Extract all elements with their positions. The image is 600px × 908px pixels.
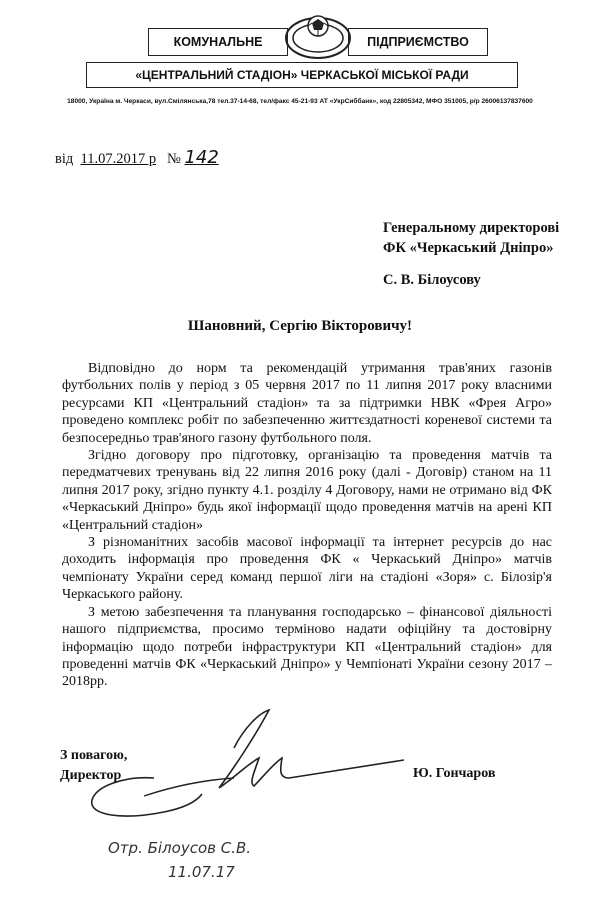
date-from-label: від xyxy=(55,151,74,167)
address-line: 18000, Україна м. Черкаси, вул.Смілянська,78 тел.37-14-68, тел/факс 45-21-93 АТ «УкрСиббанк», код 22805342, МФО 351005, р/р 26006137837600 xyxy=(67,98,533,105)
recipient-position: Генеральному директорові xyxy=(383,220,560,236)
letter-number: 142 xyxy=(184,147,219,168)
recipient-name: С. В. Білоусову xyxy=(383,272,481,288)
stadium-logo-icon xyxy=(284,8,352,62)
body-paragraph: Відповідно до норм та рекомендацій утримання трав'яних газонів футбольних полів у період з 05 червня 2017 по 11 липня 2017 року власними ресурсами КП «Центральний стадіон» та за підтримки НВК «Фрея Агро» проведено комплекс робіт по забезпеченню життєздатності кореневої системи та безпосередньо трав'яного газону футбольного поля. xyxy=(62,361,552,446)
body-paragraph: З різноманітних засобів масової інформації та інтернет ресурсів до нас доходить інформація про проведення ФК « Черкаський Дніпро» матчів чемпіонату України серед команд першої ліги на стадіоні «Зоря» с. Білозір'я Черкаського району. xyxy=(62,535,552,603)
signer-position: Директор xyxy=(60,768,122,783)
salutation: Шановний, Сергію Вікторовичу! xyxy=(187,318,413,334)
signer-name: Ю. Гончаров xyxy=(413,766,496,781)
letter-body xyxy=(62,360,552,691)
handwritten-receipt-note xyxy=(108,836,251,884)
director-signature xyxy=(84,708,414,828)
letter-date: 11.07.2017 р xyxy=(80,151,157,167)
closing-regards: З повагою, xyxy=(60,748,128,763)
body-paragraph: Згідно договору про підготовку, організацію та проведення матчів та передматчевих тренувань від 22 липня 2016 року (далі - Договір) станом на 11 липня 2017 року, згідно пункту 4.1. розділу 4 Договору, нами не отримано від ФК «Черкаський Дніпро» будь якої інформації щодо проведення матчів на арені КП «Центральний стадіон» xyxy=(62,448,552,533)
org-type-right: ПІДПРИЄМСТВО xyxy=(348,28,488,56)
number-label: № xyxy=(166,151,181,167)
dateline xyxy=(55,147,219,168)
recipient-organization: ФК «Черкаський Дніпро» xyxy=(383,240,554,256)
receipt-date: 11.07.17 xyxy=(168,863,235,881)
receipt-recipient: Отр. Білоусов С.В. xyxy=(108,839,252,857)
org-name: «ЦЕНТРАЛЬНИЙ СТАДІОН» ЧЕРКАСЬКОЇ МІСЬКОЇ РАДИ xyxy=(86,62,518,88)
closing-block xyxy=(60,746,127,786)
org-type-left: КОМУНАЛЬНЕ xyxy=(148,28,288,56)
body-paragraph: З метою забезпечення та планування господарсько – фінансової діяльності нашого підприємства, просимо терміново надати офіційну та достовірну інформацію щодо потреби інфраструктури КП «Центральний стадіон» для проведенні матчів ФК «Черкаський Дніпро» у Чемпіонаті України сезону 2017 – 2018рр. xyxy=(62,604,552,690)
recipient-block xyxy=(383,218,559,258)
